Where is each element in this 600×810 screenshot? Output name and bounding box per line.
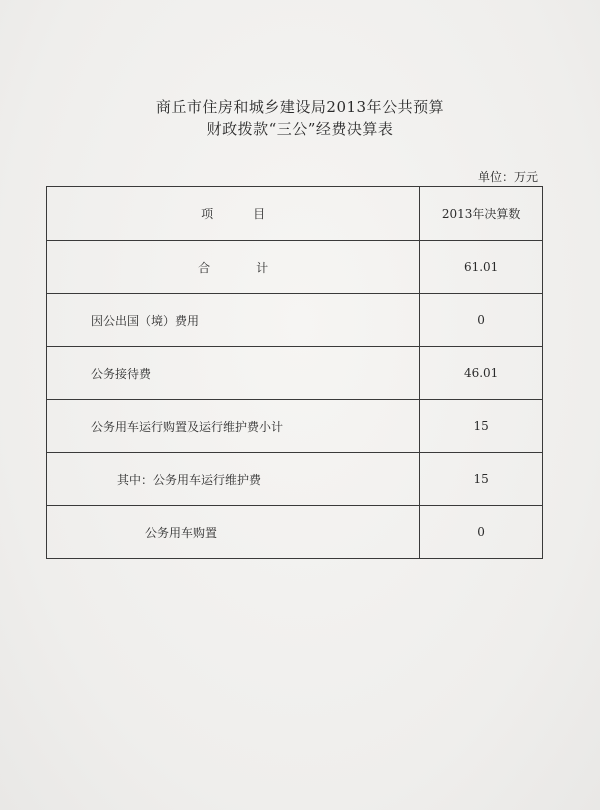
document-title-line2: 财政拨款“三公”经费决算表 (206, 120, 394, 138)
row-label-vehicle-subtotal: 公务用车运行购置及运行维护费小计 (47, 400, 420, 453)
table-row (47, 294, 543, 347)
row-value-overseas: 0 (420, 294, 543, 347)
total-value: 61.01 (420, 241, 543, 294)
table-row-total (47, 241, 543, 294)
table-row (47, 506, 543, 559)
table-row (47, 347, 543, 400)
total-label-b: 计 (256, 260, 269, 275)
row-value-reception: 46.01 (420, 347, 543, 400)
row-value-vehicle-maintenance: 15 (420, 453, 543, 506)
row-label-vehicle-maintenance: 其中：公务用车运行维护费 (47, 453, 420, 506)
header-value: 2013年决算数 (420, 187, 543, 241)
row-label-overseas: 因公出国（境）费用 (47, 294, 420, 347)
row-label-vehicle-purchase: 公务用车购置 (47, 506, 420, 559)
row-value-vehicle-subtotal: 15 (420, 400, 543, 453)
document-title-line1: 商丘市住房和城乡建设局2013年公共预算 (155, 98, 445, 116)
total-label-a: 合 (198, 260, 211, 275)
table-row (47, 400, 543, 453)
unit-label: 单位：万元 (477, 170, 538, 184)
row-value-vehicle-purchase: 0 (420, 506, 543, 559)
header-item: 项目 (47, 187, 420, 241)
total-label (47, 241, 420, 294)
row-label-reception: 公务接待费 (47, 347, 420, 400)
table-row (47, 453, 543, 506)
table-header-row (47, 187, 543, 241)
expense-table (46, 186, 543, 559)
